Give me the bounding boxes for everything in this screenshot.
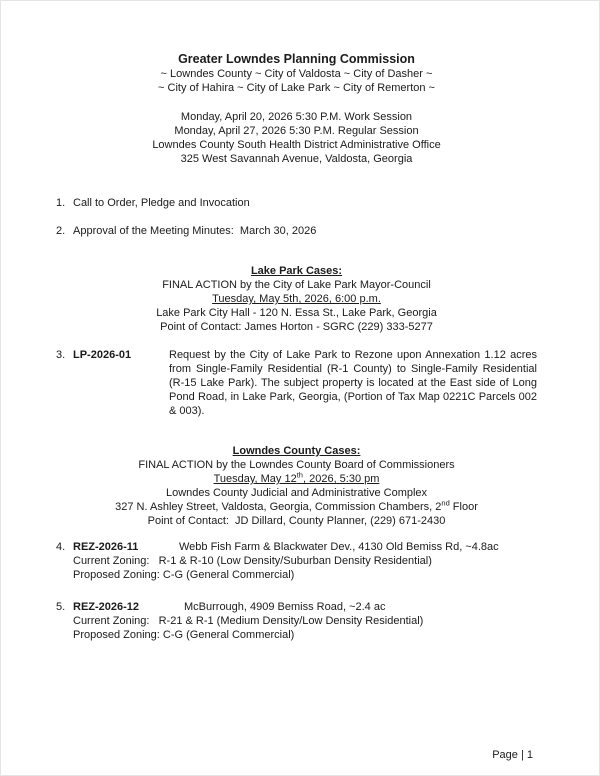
page-number-footer: Page | 1 bbox=[492, 749, 533, 761]
case-id: REZ-2026-11 bbox=[73, 541, 139, 553]
lowndes-date-pre: Tuesday, May 12 bbox=[213, 473, 297, 485]
case-item-lp-2026-01 bbox=[56, 348, 537, 418]
case-number: 5. bbox=[56, 601, 66, 613]
lake-park-section-heading: Lake Park Cases: bbox=[250, 265, 343, 277]
lake-park-date-line bbox=[56, 292, 537, 306]
case-id: LP-2026-01 bbox=[73, 349, 132, 361]
proposed-zoning-line: Proposed Zoning: C-G (General Commercial) bbox=[73, 569, 295, 581]
session-line-address: 325 West Savannah Avenue, Valdosta, Georgia bbox=[180, 153, 413, 165]
case-description: Request by the City of Lake Park to Rezone upon Annexation 1.12 acres from Single-Family Residential (R-1 County) to Single-Family Residential (R-15 Lake Park). The subject property is located at the East side of Long Pond Road, in Lake Park, Georgia, (Portion of Tax Map 0221C Parcels 002 & 003). bbox=[169, 349, 537, 417]
case-number: 3. bbox=[56, 349, 66, 361]
case-title-row bbox=[56, 540, 537, 554]
case-title-row bbox=[56, 600, 537, 614]
current-zoning-line: Current Zoning: R-21 & R-1 (Medium Density/Low Density Residential) bbox=[73, 615, 424, 627]
case-number: 4. bbox=[56, 541, 66, 553]
session-info-block bbox=[56, 110, 537, 166]
case-item-rez-2026-11 bbox=[56, 540, 537, 582]
lowndes-complex-line: Lowndes County Judicial and Administrative Complex bbox=[165, 487, 428, 499]
proposed-zoning-line: Proposed Zoning: C-G (General Commercial) bbox=[73, 629, 295, 641]
jurisdictions-line-2: ~ City of Hahira ~ City of Lake Park ~ City of Remerton ~ bbox=[158, 82, 435, 94]
lowndes-address-superscript: nd bbox=[441, 498, 450, 508]
lake-park-location-line: Lake Park City Hall - 120 N. Essa St., Lake Park, Georgia bbox=[156, 307, 437, 319]
current-zoning-line: Current Zoning: R-1 & R-10 (Low Density/Suburban Density Residential) bbox=[73, 555, 432, 567]
case-title: Webb Fish Farm & Blackwater Dev., 4130 Old Bemiss Rd, ~4.8ac bbox=[179, 541, 499, 553]
lowndes-date-line bbox=[56, 472, 537, 486]
lowndes-final-action-line: FINAL ACTION by the Lowndes County Board of Commissioners bbox=[138, 459, 455, 471]
case-id: REZ-2026-12 bbox=[73, 601, 140, 613]
agenda-item-number: 1. bbox=[56, 197, 66, 209]
lowndes-address-post: Floor bbox=[449, 501, 478, 513]
session-line-regular: Monday, April 27, 2026 5:30 P.M. Regular Session bbox=[174, 125, 419, 137]
lake-park-contact-line: Point of Contact: James Horton - SGRC (229) 333-5277 bbox=[160, 321, 433, 333]
lowndes-date-text bbox=[213, 470, 380, 485]
document-title: Greater Lowndes Planning Commission bbox=[178, 52, 415, 66]
session-line-venue: Lowndes County South Health District Administrative Office bbox=[152, 139, 441, 151]
lowndes-address-pre: 327 N. Ashley Street, Valdosta, Georgia, Commission Chambers, 2 bbox=[115, 501, 442, 513]
agenda-item-text: Approval of the Meeting Minutes: March 30, 2026 bbox=[73, 225, 317, 237]
lowndes-address-line bbox=[56, 500, 537, 514]
agenda-item-minutes-approval bbox=[56, 224, 537, 238]
lowndes-date-post: , 2026, 5:30 pm bbox=[302, 473, 380, 485]
lake-park-date-text: Tuesday, May 5th, 2026, 6:00 p.m. bbox=[212, 293, 381, 305]
jurisdictions-line-1: ~ Lowndes County ~ City of Valdosta ~ City of Dasher ~ bbox=[160, 68, 433, 80]
case-item-rez-2026-12 bbox=[56, 600, 537, 642]
agenda-item-number: 2. bbox=[56, 225, 66, 237]
lowndes-contact-text: Point of Contact: JD Dillard, County Planner, (229) 671-2430 bbox=[147, 515, 446, 527]
lowndes-county-section-heading: Lowndes County Cases: bbox=[232, 445, 361, 457]
lowndes-date-superscript: th bbox=[296, 470, 303, 480]
case-title: McBurrough, 4909 Bemiss Road, ~2.4 ac bbox=[184, 601, 386, 613]
lake-park-final-action-line: FINAL ACTION by the City of Lake Park Mayor-Council bbox=[162, 279, 431, 291]
session-line-work: Monday, April 20, 2026 5:30 P.M. Work Session bbox=[180, 111, 413, 123]
agenda-item-text: Call to Order, Pledge and Invocation bbox=[73, 197, 250, 209]
lowndes-contact-line bbox=[56, 514, 537, 528]
agenda-item-call-to-order bbox=[56, 196, 537, 210]
